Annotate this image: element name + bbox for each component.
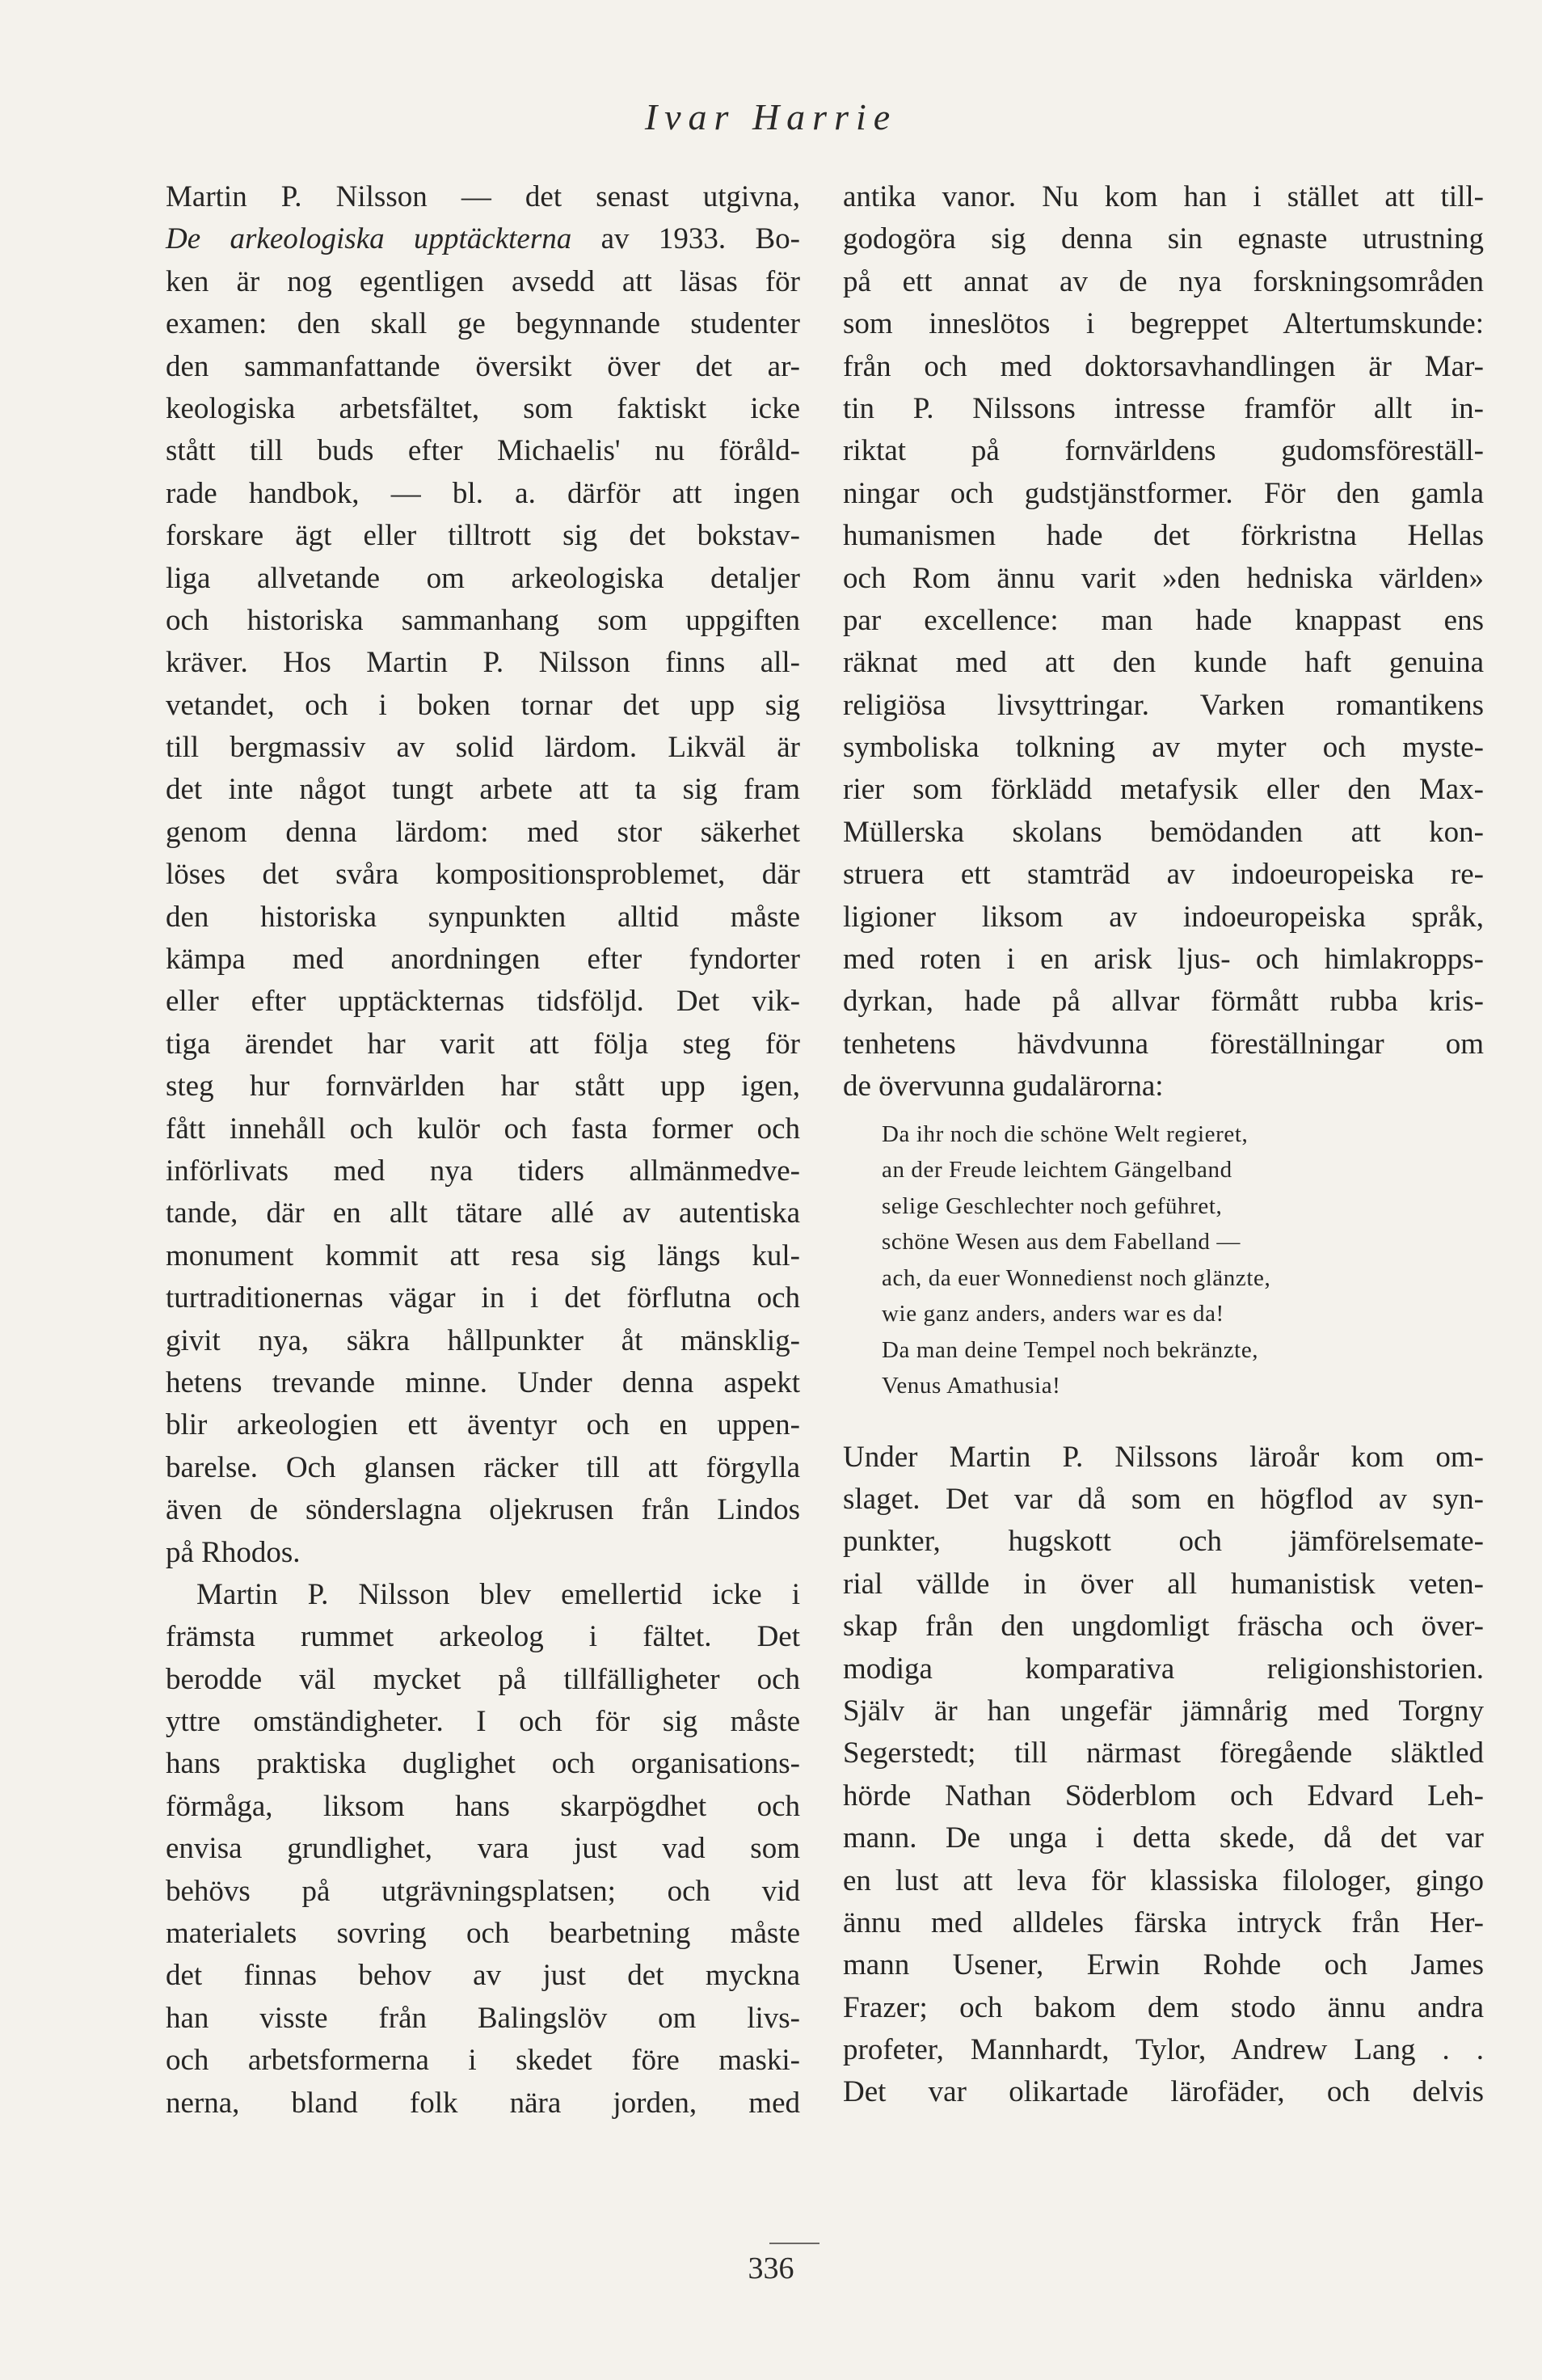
text-line: forskare ägt eller tilltrott sig det bokstav- <box>166 519 800 553</box>
page-number: 336 <box>748 2251 794 2285</box>
text-line: behövs på utgrävningsplatsen; och vid <box>166 1874 800 1908</box>
text-line: främsta rummet arkeolog i fältet. Det <box>166 1620 800 1654</box>
text-line: Martin P. Nilsson — det senast utgivna, <box>166 180 800 213</box>
text-line: examen: den skall ge begynnande studenter <box>166 307 800 341</box>
text-line: och arbetsformerna i skedet före maski- <box>166 2044 800 2078</box>
text-line <box>166 218 800 260</box>
text-line: ännu med alldeles färska intryck från Her- <box>843 1905 1484 1939</box>
text-line: den historiska synpunkten alltid måste <box>166 900 800 934</box>
text-line: Müllerska skolans bemödanden att kon- <box>843 815 1484 849</box>
text-line: struera ett stamträd av indoeuropeiska re- <box>843 858 1484 892</box>
poem-line: selige Geschlechter noch geführet, <box>882 1192 1223 1219</box>
book-title: De arkeologiska upptäckterna <box>166 222 572 256</box>
poem-line: Da ihr noch die schöne Welt regieret, <box>882 1120 1249 1147</box>
poem-line: an der Freude leichtem Gängelband <box>882 1157 1232 1184</box>
text-line: vetandet, och i boken tornar det upp sig <box>166 688 800 722</box>
text-line: monument kommit att resa sig längs kul- <box>166 1239 800 1272</box>
paragraph-after-poem <box>843 1437 1484 2114</box>
text-line: barelse. Och glansen räcker till att förgylla <box>166 1450 800 1484</box>
text-line: rier som förklädd metafysik eller den Max- <box>843 773 1484 807</box>
text-line: räknat med att den kunde haft genuina <box>843 646 1484 680</box>
text-line: han visste från Balingslöv om livs- <box>166 2001 800 2035</box>
text-line: givit nya, säkra hållpunkter åt mänsklig- <box>166 1323 800 1357</box>
text-line: förmåga, liksom hans skarpögdhet och <box>166 1789 800 1823</box>
text-line: kämpa med anordningen efter fyndorter <box>166 943 800 977</box>
text-line: blir arkeologien ett äventyr och en uppen- <box>166 1408 800 1442</box>
text-line: Det var olikartade lärofäder, och delvis <box>843 2075 1484 2109</box>
text-line: rade handbok, — bl. a. därför att ingen <box>166 476 800 510</box>
text-line: mann. De unga i detta skede, då det var <box>843 1821 1484 1855</box>
text-line: från och med doktorsavhandlingen är Mar- <box>843 349 1484 383</box>
left-column <box>166 176 800 2125</box>
text-line: som inneslötos i begreppet Altertumskunde: <box>843 307 1484 341</box>
text-line: en lust att leva för klassiska filologer, gingo <box>843 1863 1484 1897</box>
poem-line: ach, da euer Wonnedienst noch glänzte, <box>882 1264 1271 1291</box>
text-line: de övervunna gudalärorna: <box>843 1070 1164 1103</box>
text-line: eller efter upptäckternas tidsföljd. Det vik- <box>166 985 800 1019</box>
text-line: införlivats med nya tiders allmänmedve- <box>166 1154 800 1188</box>
text-line: berodde väl mycket på tillfälligheter och <box>166 1662 800 1696</box>
text-line: modiga komparativa religionshistorien. <box>843 1652 1484 1686</box>
text-line: turtraditionernas vägar in i det förflutna och <box>166 1281 800 1315</box>
folio-rule <box>769 2243 819 2244</box>
text-line: profeter, Mannhardt, Tylor, Andrew Lang . . <box>843 2033 1484 2067</box>
poem-line: Da man deine Tempel noch bekränzte, <box>882 1336 1259 1363</box>
text-line: till bergmassiv av solid lärdom. Likväl är <box>166 731 800 765</box>
text-line: riktat på fornvärldens gudomsföreställ- <box>843 434 1484 468</box>
text-line: kräver. Hos Martin P. Nilsson finns all- <box>166 646 800 680</box>
text-line: tin P. Nilssons intresse framför allt in- <box>843 391 1484 425</box>
text-line: löses det svåra kompositionsproblemet, där <box>166 858 800 892</box>
text-line: skap från den ungdomligt fräscha och över- <box>843 1610 1484 1644</box>
text-line: antika vanor. Nu kom han i stället att till- <box>843 180 1484 213</box>
poem-quotation <box>882 1116 1484 1404</box>
text-line: hörde Nathan Söderblom och Edvard Leh- <box>843 1779 1484 1812</box>
text-line: det finnas behov av just det myckna <box>166 1959 800 1993</box>
text-line: Martin P. Nilsson blev emellertid icke i <box>196 1577 800 1611</box>
text-line: på ett annat av de nya forskningsområden <box>843 264 1484 298</box>
text-line: nerna, bland folk nära jorden, med <box>166 2086 800 2120</box>
text-line: godogöra sig denna sin egnaste utrustning <box>843 222 1484 256</box>
text-line: även de sönderslagna oljekrusen från Lindos <box>166 1493 800 1527</box>
text-line: mann Usener, Erwin Rohde och James <box>843 1948 1484 1982</box>
text-line: det inte något tungt arbete att ta sig fram <box>166 773 800 807</box>
text-line: slaget. Det var då som en högflod av syn- <box>843 1482 1484 1516</box>
text-line: Under Martin P. Nilssons läroår kom om- <box>843 1440 1484 1474</box>
text-line: ken är nog egentligen avsedd att läsas för <box>166 264 800 298</box>
text-line: envisa grundlighet, vara just vad som <box>166 1832 800 1866</box>
text-line: humanismen hade det förkristna Hellas <box>843 519 1484 553</box>
text-line: på Rhodos. <box>166 1535 301 1569</box>
text-line: Själv är han ungefär jämnårig med Torgny <box>843 1694 1484 1728</box>
text-line: keologiska arbetsfältet, som faktiskt icke <box>166 391 800 425</box>
text-line: materialets sovring och bearbetning måste <box>166 1917 800 1951</box>
text-line: tenhetens hävdvunna föreställningar om <box>843 1027 1484 1061</box>
poem-line: schöne Wesen aus dem Fabelland — <box>882 1229 1241 1255</box>
text-line: stått till buds efter Michaelis' nu föråld- <box>166 434 800 468</box>
text-line: ligioner liksom av indoeuropeiska språk, <box>843 900 1484 934</box>
text-line: yttre omständigheter. I och för sig måste <box>166 1705 800 1739</box>
poem-line: wie ganz anders, anders war es da! <box>882 1301 1224 1327</box>
text-line: punkter, hugskott och jämförelsemate- <box>843 1525 1484 1559</box>
text-line: fått innehåll och kulör och fasta former och <box>166 1112 800 1146</box>
text-line: steg hur fornvärlden har stått upp igen, <box>166 1070 800 1103</box>
text-line: dyrkan, hade på allvar förmått rubba kris- <box>843 985 1484 1019</box>
text-line: den sammanfattande översikt över det ar- <box>166 349 800 383</box>
text-line: Frazer; och bakom dem stodo ännu andra <box>843 1990 1484 2024</box>
right-column <box>843 176 1484 2114</box>
text-line: rial vällde in över all humanistisk veten- <box>843 1567 1484 1601</box>
text-line: tande, där en allt tätare allé av autentiska <box>166 1196 800 1230</box>
text-line: religiösa livsyttringar. Varken romantikens <box>843 688 1484 722</box>
text-line: liga allvetande om arkeologiska detaljer <box>166 561 800 595</box>
text-line: och Rom ännu varit »den hedniska världen» <box>843 561 1484 595</box>
text-line: Segerstedt; till närmast föregående släktled <box>843 1736 1484 1770</box>
text-line: genom denna lärdom: med stor säkerhet <box>166 815 800 849</box>
running-head: Ivar Harrie <box>644 96 898 137</box>
text-line: hetens trevande minne. Under denna aspekt <box>166 1365 800 1399</box>
text-line: hans praktiska duglighet och organisations- <box>166 1747 800 1781</box>
text-line: par excellence: man hade knappast ens <box>843 603 1484 637</box>
text-line: symboliska tolkning av myter och myste- <box>843 731 1484 765</box>
text-line: tiga ärendet har varit att följa steg för <box>166 1027 800 1061</box>
text-line: och historiska sammanhang som uppgiften <box>166 603 800 637</box>
text-line: ningar och gudstjänstformer. För den gamla <box>843 476 1484 510</box>
text-fragment: av 1933. Bo- <box>571 222 800 256</box>
poem-line: Venus Amathusia! <box>882 1373 1061 1399</box>
text-line: med roten i en arisk ljus- och himlakropps- <box>843 943 1484 977</box>
